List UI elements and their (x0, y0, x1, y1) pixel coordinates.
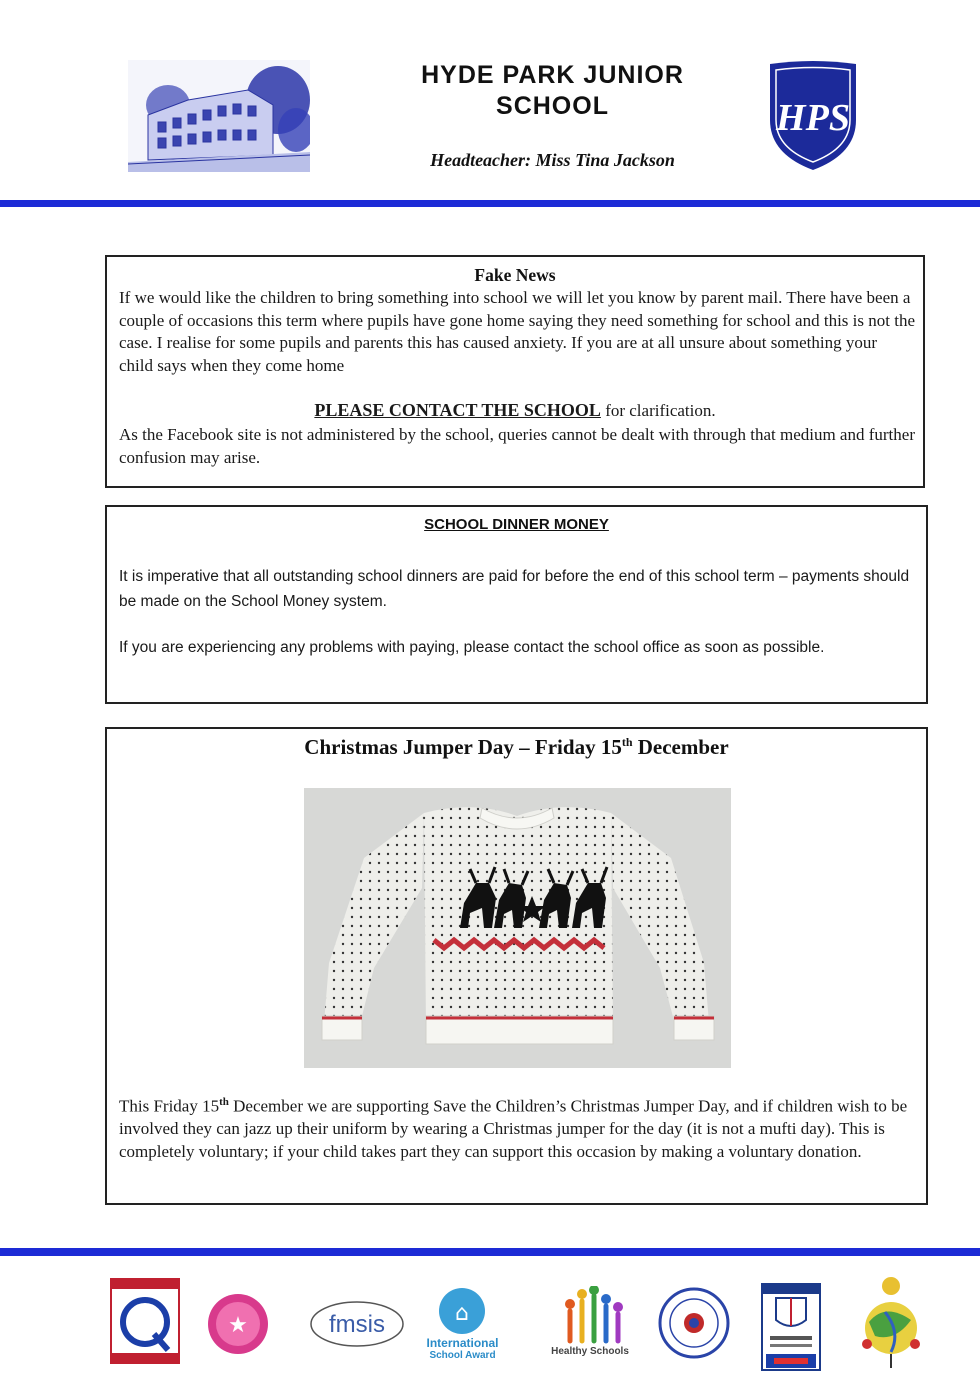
svg-text:⌂: ⌂ (455, 1301, 469, 1326)
school-name-line2: SCHOOL (496, 92, 609, 120)
school-name (380, 60, 725, 122)
jumper-body-sup: th (219, 1096, 229, 1108)
international-award-line1: International (426, 1336, 499, 1350)
jumper-title-suffix: December (632, 735, 729, 759)
crest-monogram: HPS (776, 97, 850, 139)
fake-news-paragraph2: As the Facebook site is not administered by the school, queries cannot be dealt with through that medium and further confusion may arise. (119, 425, 915, 467)
jumper-day-title (107, 735, 926, 760)
fake-news-paragraph1: If we would like the children to bring something into school we will let you know by parent mail. There have been a couple of occasions this term where pupils have gone home saying they need something for school and this is not the case. I realise for some pupils and parents this has caused anxiety. If you are at all unsure about something your child says when they come home (119, 288, 915, 375)
healthy-schools-logo (540, 1286, 640, 1366)
jumper-title-sup: th (621, 735, 633, 749)
contact-emphasis: PLEASE CONTACT THE SCHOOL (314, 400, 601, 420)
footer-divider (0, 1248, 980, 1256)
fmsis-text: fmsis (329, 1311, 385, 1338)
dinner-money-paragraph2: If you are experiencing any problems with paying, please contact the school office as soon as possible. (119, 639, 825, 656)
footer-logos (0, 1262, 980, 1387)
fake-news-title: Fake News (474, 265, 556, 285)
globe-character-logo (855, 1272, 927, 1372)
jumper-body-suffix: December we are supporting Save the Children’s Christmas Jumper Day, and if children wish to be involved they can jazz up their uniform by wearing a Christmas jumper for the day (it is not a mufti day). This is completely voluntary; if your child takes part they can support this occasion by making a voluntary donation. (119, 1096, 908, 1161)
international-award-line2: School Award (429, 1350, 496, 1361)
header-divider (0, 200, 980, 207)
dinner-money-paragraph1: It is imperative that all outstanding school dinners are paid for before the end of this school term – payments should be made on the School Money system. (119, 568, 910, 610)
jumper-title-prefix: Christmas Jumper Day – Friday 15 (304, 735, 622, 759)
quality-mark-logo (110, 1278, 180, 1364)
activemark-logo (205, 1282, 271, 1362)
school-building-logo (128, 60, 310, 172)
dinner-money-box (105, 505, 928, 704)
jumper-body-prefix: This Friday 15 (119, 1096, 220, 1116)
jumper-day-box (105, 727, 928, 1205)
headteacher: Headteacher: Miss Tina Jackson (430, 150, 675, 170)
christmas-jumper-photo (304, 788, 731, 1068)
dinner-money-title: SCHOOL DINNER MONEY (424, 516, 609, 533)
svg-text:★: ★ (228, 1313, 248, 1338)
school-name-line1: HYDE PARK JUNIOR (421, 61, 684, 89)
contact-rest: for clarification. (600, 401, 716, 420)
healthy-schools-text: Healthy Schools (551, 1346, 629, 1357)
school-crest-logo (766, 58, 860, 172)
round-seal-logo (657, 1286, 731, 1360)
jumper-day-body (119, 1091, 917, 1163)
international-school-award-logo (415, 1286, 510, 1378)
fmsis-logo (308, 1292, 406, 1352)
fa-charter-standard-logo (760, 1282, 822, 1372)
fake-news-box (105, 255, 925, 488)
fake-news-contact-line (107, 399, 923, 423)
